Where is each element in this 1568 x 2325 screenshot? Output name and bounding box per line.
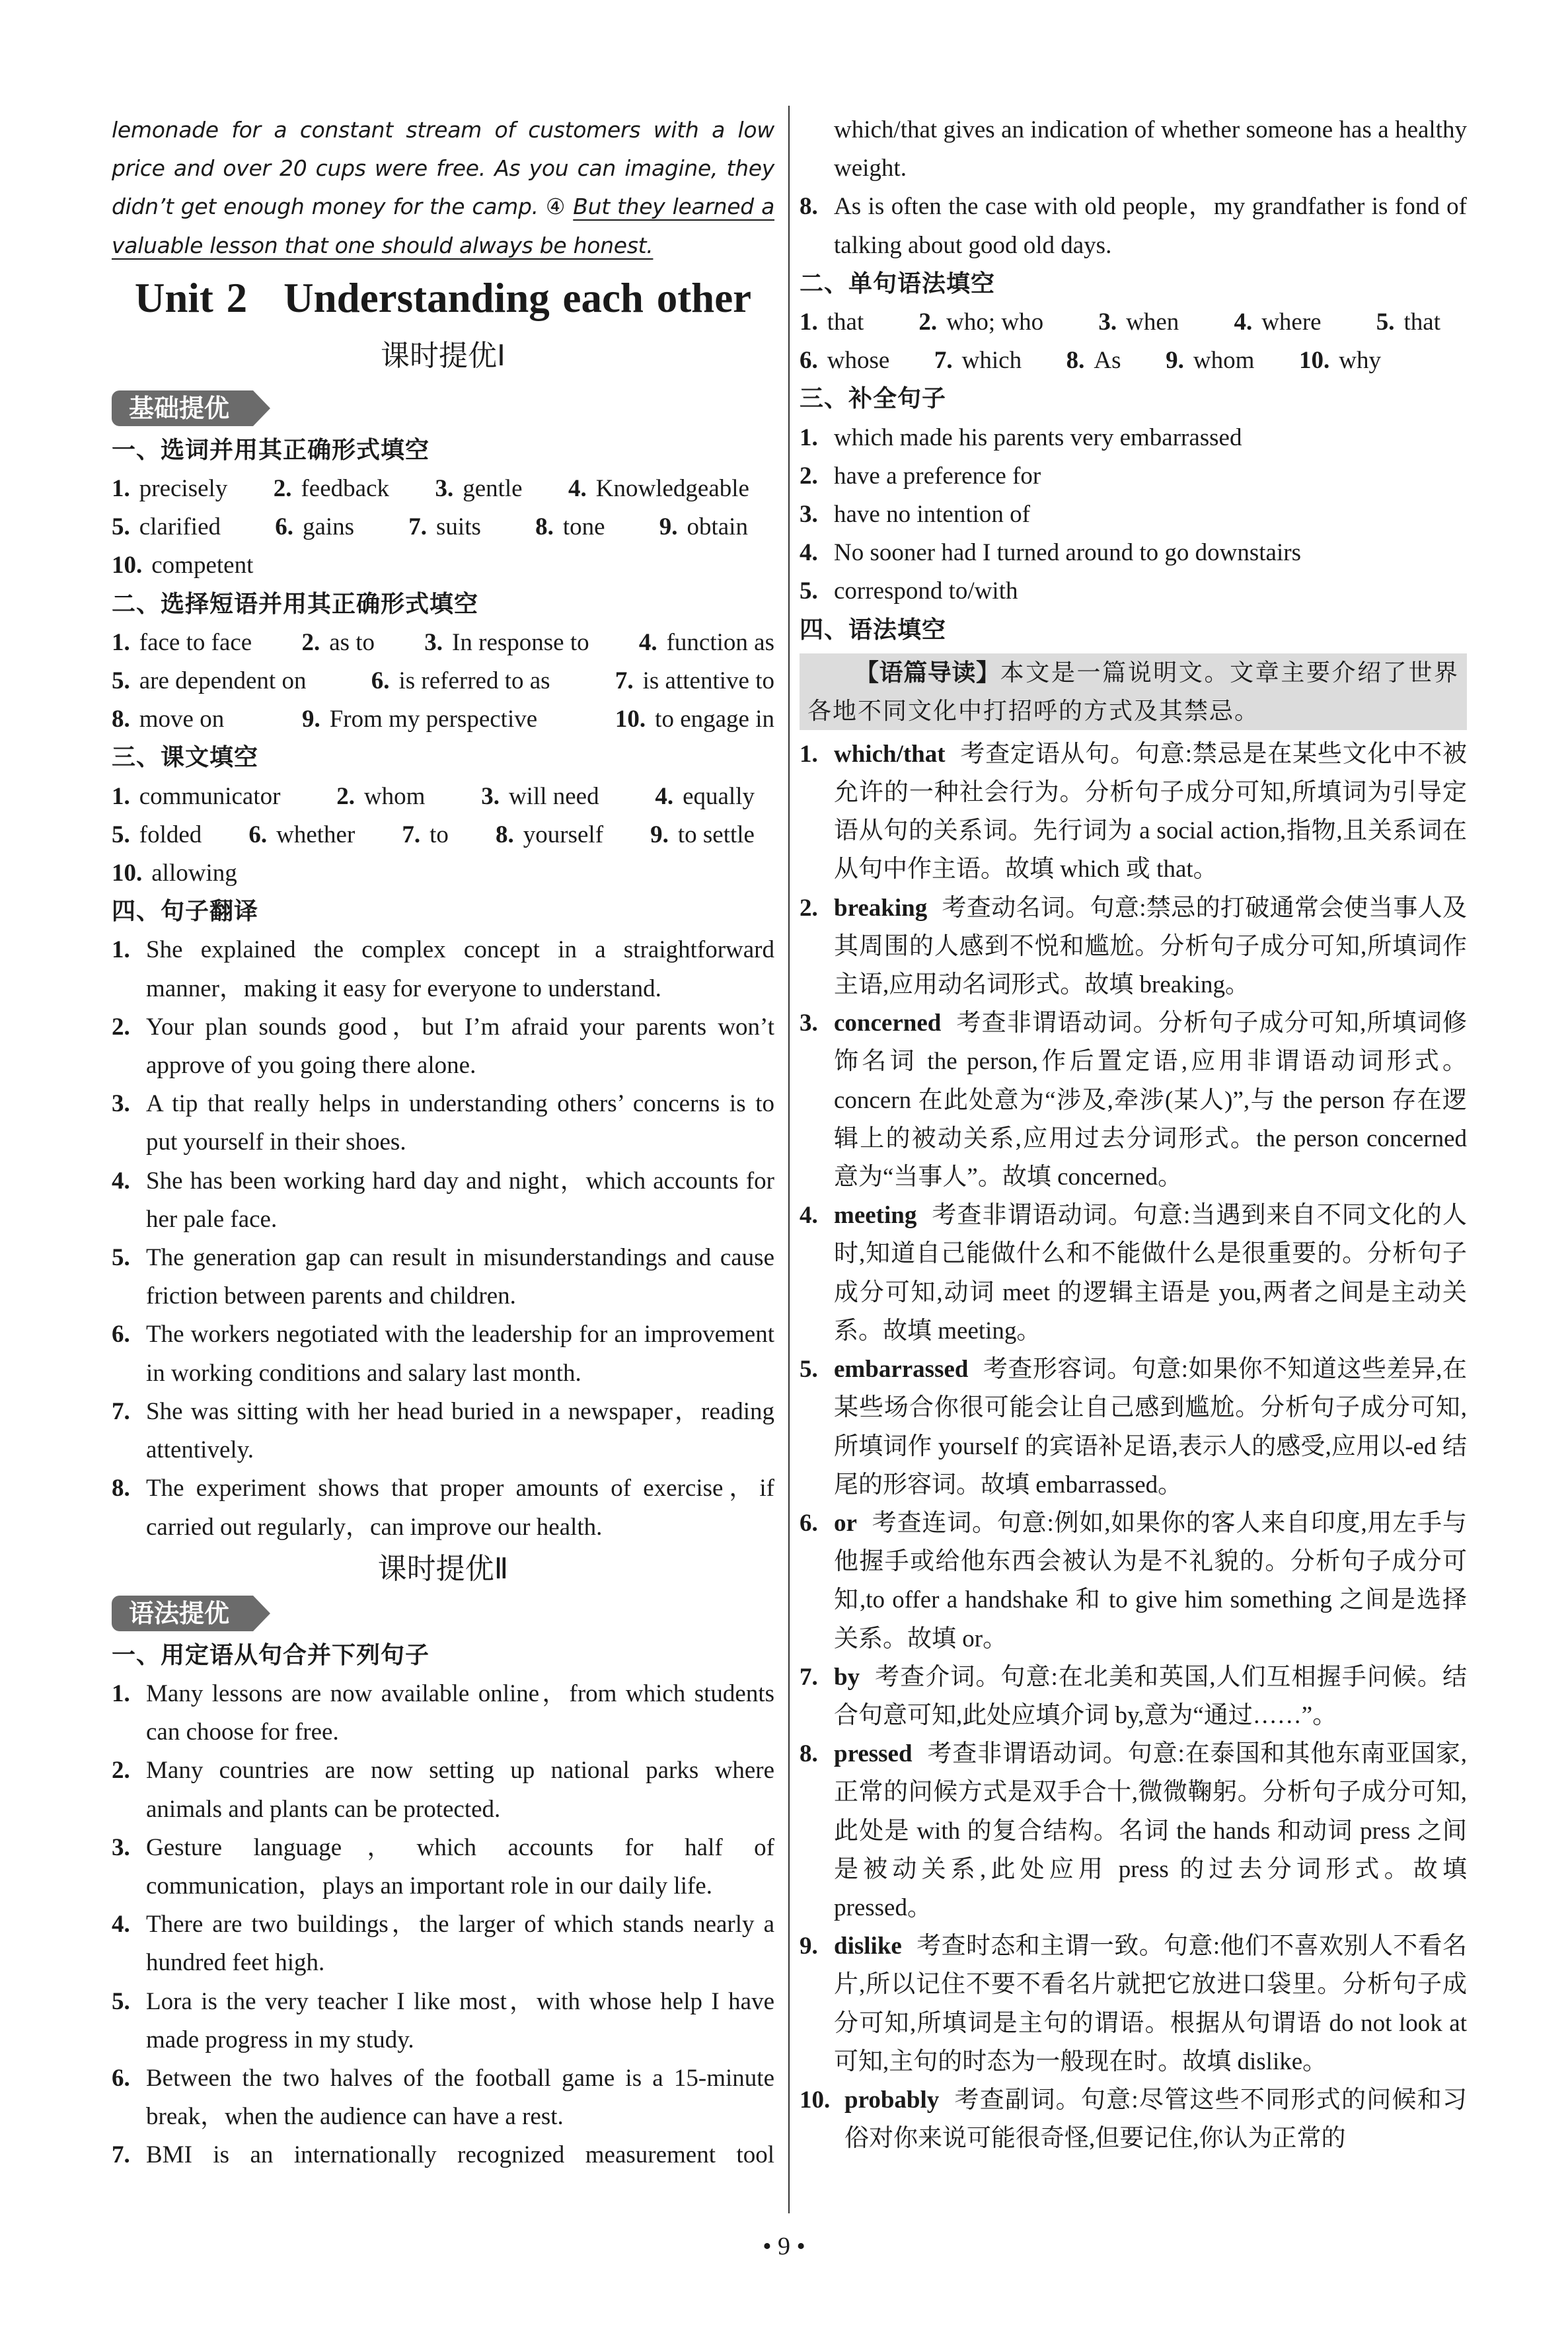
answer-row — [800, 303, 1467, 342]
answer: 8. tone — [535, 513, 605, 541]
complete-sentence-item: 5. correspond to/with — [800, 577, 1018, 605]
intro-underlined-sentence: But they learned a valuable lesson that one should always be honest. — [112, 194, 774, 258]
passage-guide-box — [800, 653, 1467, 730]
section-heading: 一、用定语从句合并下列句子 — [112, 1641, 430, 1669]
translation-item: 5. The generation gap can result in misunderstandings and cause friction between parents and children. — [112, 1244, 774, 1310]
right-column — [800, 111, 1467, 2158]
answer: 7. is attentive to — [615, 667, 774, 695]
combine-item: 2. Many countries are now setting up national parks where animals and plants can be protected. — [112, 1757, 774, 1823]
translation-item: 8. The experiment shows that proper amounts of exercise，if carried out regularly，can improve our health. — [112, 1475, 774, 1541]
explanation-item: 8. pressed 考查非谓语动词。句意:在泰国和其他东南亚国家,正常的问候方式是双手合十,微微鞠躬。分析句子成分可知,此处是 with 的复合结构。名词 the hands 和动词 press 之间是被动关系,此处应用 press 的过去分词形式。故填 pressed。 — [800, 1740, 1467, 1921]
complete-sentence-item: 3. have no intention of — [800, 501, 1030, 529]
answer: 9. to settle — [650, 821, 755, 848]
answer-row — [112, 546, 774, 585]
combine-item: 3. Gesture language，which accounts for half of communication，plays an important role in our daily life. — [112, 1833, 774, 1900]
guide-text: 本文是一篇说明文。文章主要介绍了世界各地不同文化中打招呼的方式及其禁忌。 — [807, 659, 1459, 724]
answer: 10. allowing — [112, 860, 237, 887]
answer-row — [112, 778, 774, 816]
page-number: • 9 • — [763, 2233, 805, 2260]
complete-sentence-item: 1. which made his parents very embarrassed — [800, 424, 1242, 451]
answer: 7. which — [934, 347, 1022, 375]
combine-item: 4. There are two buildings，the larger of which stands nearly a hundred feet high. — [112, 1911, 774, 1977]
answer-row — [112, 624, 774, 662]
answer: 2. who; who — [918, 309, 1044, 336]
answer: 2. whom — [336, 782, 426, 810]
translation-item: 3. A tip that really helps in understanding others’ concerns is to put yourself in their shoes. — [112, 1090, 774, 1156]
explanation-item: 10. probably 考查副词。句意:尽管这些不同形式的问候和习俗对你来说可能很奇怪,但要记住,你认为正常的 — [800, 2086, 1467, 2153]
combine-item: 7. BMI is an internationally recognized measurement tool — [112, 2141, 774, 2169]
answer-row — [112, 854, 774, 893]
answer: 9. whom — [1166, 347, 1255, 375]
explanation-item: 1. which/that 考查定语从句。句意:禁忌是在某些文化中不被允许的一种社会行为。分析句子成分可知,所填词为引导定语从句的关系词。先行词为 a social action,指物,且关系词在从句中作主语。故填 which 或 that。 — [800, 740, 1467, 883]
answer: 1. face to face — [112, 628, 252, 656]
answer: 2. as to — [301, 628, 375, 656]
answer: 9. obtain — [659, 513, 748, 541]
lesson-title: 课时提优Ⅰ — [381, 338, 505, 373]
section-heading: 四、句子翻译 — [112, 898, 259, 926]
combine-item: 5. Lora is the very teacher I like most，with whose help I have made progress in my study. — [112, 1987, 774, 2053]
unit-name: Understanding each other — [283, 274, 752, 321]
answer: 5. clarified — [112, 513, 221, 541]
complete-sentence-item: 4. No sooner had I turned around to go downstairs — [800, 539, 1301, 567]
unit-title — [112, 270, 774, 326]
section-heading: 四、语法填空 — [800, 616, 947, 644]
answer: 6. is referred to as — [371, 667, 550, 695]
explanation-list — [800, 735, 1467, 2159]
explanation-item: 5. embarrassed 考查形容词。句意:如果你不知道这些差异,在某些场合你很可能会让自己感到尴尬。分析句子成分可知,所填词作 yourself 的宾语补足语,表示人的感受,应用以-ed 结尾的形容词。故填 embarrassed。 — [800, 1356, 1467, 1498]
answer: 10. to engage in — [615, 706, 774, 733]
answer: 6. gains — [275, 513, 355, 541]
combine-item: 8. As is often the case with old people，my grandfather is fond of talking about good old days. — [800, 193, 1467, 259]
answer: 6. whether — [248, 821, 355, 848]
translation-item: 7. She was sitting with her head buried in a newspaper，reading attentively. — [112, 1397, 774, 1464]
answer-row — [112, 816, 774, 854]
answer: 4. equally — [655, 782, 755, 810]
answer: 3. will need — [481, 782, 599, 810]
answer: 3. In response to — [424, 628, 589, 656]
column-divider — [788, 106, 790, 2213]
answer: 7. suits — [408, 513, 481, 541]
intro-text: lemonade for a constant stream of customers with a low price and over 20 cups were free. As you can imagine, they didn’t get enough money for the camp. ④ — [112, 117, 774, 220]
intro-passage — [112, 111, 774, 265]
answer: 7. to — [402, 821, 449, 848]
section-heading: 二、选择短语并用其正确形式填空 — [112, 590, 479, 618]
answer: 8. move on — [112, 706, 225, 733]
combine-item: 1. Many lessons are now available online，from which students can choose for free. — [112, 1679, 774, 1746]
answer: 5. are dependent on — [112, 667, 307, 695]
answer-row — [112, 508, 774, 546]
explanation-item: 2. breaking 考查动名词。句意:禁忌的打破通常会使当事人及其周围的人感到不悦和尴尬。分析句子成分可知,所填词作主语,应用动名词形式。故填 breaking。 — [800, 894, 1467, 999]
guide-label: 【语篇导读】 — [855, 659, 1000, 686]
section-heading: 三、补全句子 — [800, 385, 947, 413]
unit-label: Unit 2 — [134, 274, 248, 321]
section-badge: 基础提优 — [112, 390, 253, 426]
explanation-item: 6. or 考查连词。句意:例如,如果你的客人来自印度,用左手与他握手或给他东西会被认为是不礼貌的。分析句子成分可知,to offer a handshake 和 to give him something 之间是选择关系。故填 or。 — [800, 1509, 1467, 1652]
answer: 5. that — [1376, 309, 1440, 336]
complete-sentence-item: 2. have a preference for — [800, 462, 1041, 490]
answer: 8. As — [1066, 347, 1121, 375]
answer: 4. Knowledgeable — [568, 475, 749, 503]
answer: 1. communicator — [112, 782, 281, 810]
translation-item: 1. She explained the complex concept in a straightforward manner，making it easy for everyone to understand. — [112, 936, 774, 1002]
answer: 8. yourself — [496, 821, 604, 848]
combine-item: 6. Between the two halves of the football game is a 15-minute break，when the audience can have a rest. — [112, 2064, 774, 2131]
section-heading: 一、选词并用其正确形式填空 — [112, 436, 430, 464]
translation-item: 6. The workers negotiated with the leadership for an improvement in working conditions and salary last month. — [112, 1321, 774, 1387]
answer: 5. folded — [112, 821, 202, 848]
section-heading: 二、单句语法填空 — [800, 270, 996, 297]
explanation-item: 4. meeting 考查非谓语动词。句意:当遇到来自不同文化的人时,知道自己能做什么和不能做什么是很重要的。分析句子成分可知,动词 meet 的逻辑主语是 you,两者之间是主动关系。故填 meeting。 — [800, 1202, 1467, 1345]
answer: 2. feedback — [273, 475, 389, 503]
answer: 1. that — [800, 309, 864, 336]
answer-row — [800, 342, 1467, 380]
lesson-title: 课时提优Ⅱ — [377, 1551, 509, 1586]
section-heading: 三、课文填空 — [112, 744, 259, 772]
answer: 6. whose — [800, 347, 890, 375]
left-column — [112, 111, 774, 2175]
answer: 4. where — [1234, 309, 1322, 336]
answer-row — [112, 662, 774, 700]
answer: 10. competent — [112, 552, 254, 579]
answer-row — [112, 700, 774, 739]
answer: 10. why — [1298, 347, 1381, 375]
explanation-item: 9. dislike 考查时态和主谓一致。句意:他们不喜欢别人不看名片,所以记住不要不看名片就把它放进口袋里。分析句子成分可知,所填词是主句的谓语。根据从句谓语 do not look at 可知,主句的时态为一般现在时。故填 dislike。 — [800, 1933, 1467, 2075]
explanation-item: 7. by 考查介词。句意:在北美和英国,人们互相握手问候。结合句意可知,此处应填介词 by,意为“通过……”。 — [800, 1663, 1467, 1729]
answer-row — [112, 470, 774, 508]
answer: 1. precisely — [112, 475, 228, 503]
answer: 3. when — [1098, 309, 1179, 336]
answer: 4. function as — [638, 628, 774, 656]
section-badge: 语法提优 — [112, 1596, 253, 1631]
combine-item-continuation: which/that gives an indication of whether someone has a healthy weight. — [834, 116, 1467, 182]
explanation-item: 3. concerned 考查非谓语动词。分析句子成分可知,所填词修饰名词 the person,作后置定语,应用非谓语动词形式。concern 在此处意为“涉及,牵涉(某人)”,与 the person 存在逻辑上的被动关系,应用过去分词形式。the person concerned 意为“当事人”。故填 concerned。 — [800, 1010, 1467, 1191]
answer: 9. From my perspective — [301, 706, 538, 733]
answer: 3. gentle — [435, 475, 523, 503]
translation-item: 4. She has been working hard day and night，which accounts for her pale face. — [112, 1167, 774, 1233]
translation-item: 2. Your plan sounds good，but I’m afraid your parents won’t approve of you going there alone. — [112, 1013, 774, 1080]
